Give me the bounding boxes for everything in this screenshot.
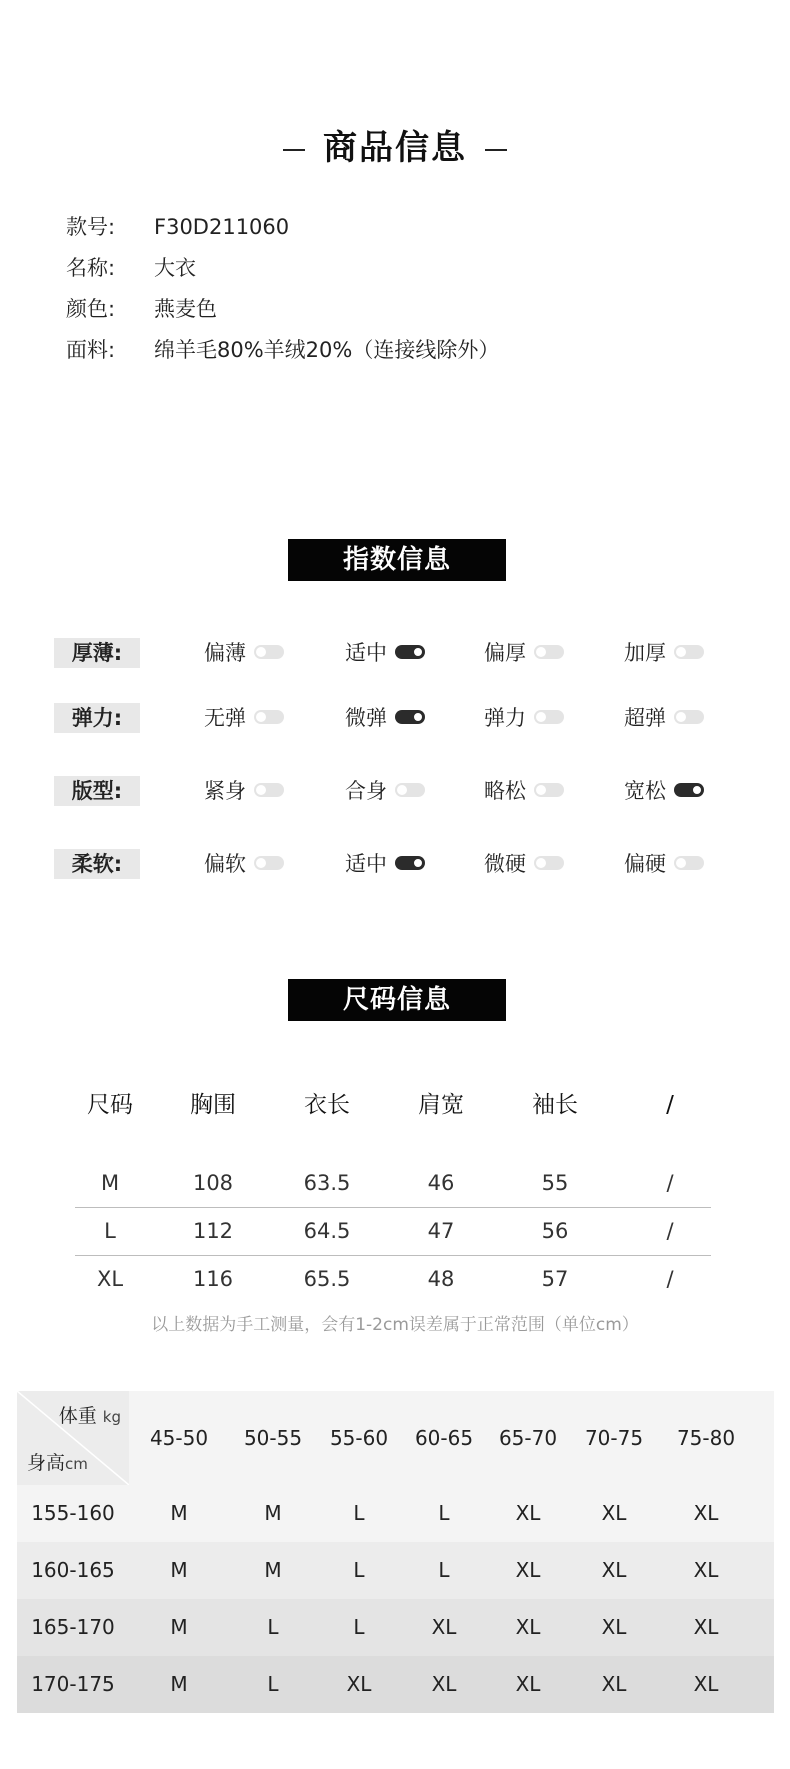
index-option-label: 适中 — [345, 641, 387, 665]
info-value: 燕麦色 — [154, 297, 217, 321]
toggle-knob — [536, 647, 546, 657]
toggle-knob — [536, 858, 546, 868]
index-info-banner: 指数信息 — [288, 539, 506, 581]
rec-size-cell: XL — [693, 1672, 719, 1696]
toggle-icon[interactable] — [395, 783, 425, 797]
toggle-knob — [536, 712, 546, 722]
index-option[interactable] — [204, 849, 284, 879]
rec-size-cell: M — [264, 1501, 282, 1525]
rec-size-cell: XL — [693, 1615, 719, 1639]
size-header-cell: 袖长 — [532, 1092, 578, 1118]
index-label: 弹力: — [54, 703, 140, 733]
info-label: 款号: — [66, 215, 116, 239]
toggle-knob — [256, 858, 266, 868]
rec-size-cell: M — [170, 1672, 188, 1696]
rec-weight-header: 75-80 — [676, 1426, 736, 1450]
size-cell: / — [666, 1171, 674, 1195]
index-option-label: 紧身 — [204, 779, 246, 803]
measurement-note: 以上数据为手工测量，会有1-2cm误差属于正常范围（单位cm） — [151, 1315, 639, 1335]
weight-header: 体重 kg — [58, 1405, 121, 1427]
rec-row — [17, 1656, 774, 1713]
size-cell: M — [100, 1171, 120, 1195]
index-option[interactable] — [624, 849, 704, 879]
size-header-row — [75, 1085, 711, 1125]
rec-size-cell: XL — [601, 1501, 627, 1525]
toggle-knob — [676, 858, 686, 868]
index-label: 版型: — [54, 776, 140, 806]
rec-size-cell: M — [170, 1615, 188, 1639]
size-cell: 108 — [192, 1171, 234, 1195]
info-row-style-number — [66, 212, 289, 242]
rec-size-cell: L — [267, 1615, 279, 1639]
toggle-knob — [692, 785, 702, 795]
index-option-label: 适中 — [345, 852, 387, 876]
info-row-fabric — [66, 335, 499, 365]
index-option-label: 宽松 — [624, 779, 666, 803]
rec-size-cell: XL — [515, 1615, 541, 1639]
index-option-label: 微弹 — [345, 706, 387, 730]
size-cell: / — [666, 1267, 674, 1291]
size-info-banner: 尺码信息 — [288, 979, 506, 1021]
index-option-label: 微硬 — [484, 852, 526, 876]
index-label: 柔软: — [54, 849, 140, 879]
size-recommendation-table — [17, 1391, 774, 1713]
index-option-label: 偏软 — [204, 852, 246, 876]
toggle-icon[interactable] — [534, 710, 564, 724]
index-option[interactable] — [484, 703, 564, 733]
size-cell: 116 — [192, 1267, 234, 1291]
product-info-title: 商品信息 — [0, 120, 790, 169]
index-option-label: 偏硬 — [624, 852, 666, 876]
rec-size-cell: M — [170, 1558, 188, 1582]
index-option[interactable] — [345, 849, 425, 879]
height-header: 身高cm — [27, 1452, 88, 1474]
title-dash-right — [485, 149, 507, 151]
size-cell: 48 — [427, 1267, 455, 1291]
rec-size-cell: XL — [431, 1672, 457, 1696]
toggle-icon[interactable] — [254, 710, 284, 724]
rec-size-cell: XL — [431, 1615, 457, 1639]
index-option-label: 无弹 — [204, 706, 246, 730]
rec-size-cell: XL — [601, 1672, 627, 1696]
toggle-knob — [256, 712, 266, 722]
size-cell: / — [666, 1219, 674, 1243]
toggle-icon[interactable] — [674, 710, 704, 724]
info-label: 名称: — [66, 256, 116, 280]
info-row-color — [66, 294, 217, 324]
info-row-name — [66, 253, 196, 283]
rec-size-cell: XL — [515, 1501, 541, 1525]
size-cell: 56 — [541, 1219, 569, 1243]
size-cell: XL — [96, 1267, 124, 1291]
index-option[interactable] — [204, 703, 284, 733]
index-option[interactable] — [484, 638, 564, 668]
rec-size-cell: XL — [515, 1672, 541, 1696]
index-option[interactable] — [624, 638, 704, 668]
size-cell: 65.5 — [303, 1267, 351, 1291]
size-cell: 46 — [427, 1171, 455, 1195]
title-dash-left — [283, 149, 305, 151]
rec-size-cell: L — [438, 1501, 450, 1525]
size-header-cell: 衣长 — [304, 1092, 350, 1118]
toggle-icon[interactable] — [674, 645, 704, 659]
toggle-knob — [256, 647, 266, 657]
toggle-icon[interactable] — [674, 783, 704, 797]
size-cell: L — [104, 1219, 116, 1243]
index-option[interactable] — [624, 776, 704, 806]
size-cell: 57 — [541, 1267, 569, 1291]
size-cell: 112 — [192, 1219, 234, 1243]
toggle-icon[interactable] — [254, 645, 284, 659]
toggle-knob — [676, 647, 686, 657]
rec-size-cell: XL — [601, 1615, 627, 1639]
size-row — [75, 1255, 711, 1303]
rec-weight-header: 65-70 — [498, 1426, 558, 1450]
size-header-cell: 肩宽 — [418, 1092, 464, 1118]
rec-weight-header: 45-50 — [149, 1426, 209, 1450]
rec-weight-header: 60-65 — [414, 1426, 474, 1450]
rec-size-cell: M — [264, 1558, 282, 1582]
size-header-cell: 尺码 — [87, 1092, 133, 1118]
index-option-label: 偏薄 — [204, 641, 246, 665]
toggle-icon[interactable] — [534, 783, 564, 797]
info-value: 大衣 — [154, 256, 196, 280]
size-row — [75, 1207, 711, 1255]
toggle-icon[interactable] — [534, 856, 564, 870]
rec-weight-header: 70-75 — [584, 1426, 644, 1450]
rec-row — [17, 1542, 774, 1599]
rec-row — [17, 1599, 774, 1656]
toggle-icon[interactable] — [395, 856, 425, 870]
index-option[interactable] — [204, 638, 284, 668]
rec-size-cell: XL — [693, 1501, 719, 1525]
rec-height-cell: 165-170 — [31, 1615, 115, 1639]
info-value: 绵羊毛80%羊绒20%（连接线除外） — [154, 338, 500, 362]
index-label: 厚薄: — [54, 638, 140, 668]
toggle-knob — [536, 785, 546, 795]
rec-height-cell: 170-175 — [31, 1672, 115, 1696]
index-option[interactable] — [484, 776, 564, 806]
size-header-cell: / — [666, 1092, 674, 1118]
info-label: 颜色: — [66, 297, 116, 321]
index-option[interactable] — [345, 638, 425, 668]
rec-weight-header: 55-60 — [329, 1426, 389, 1450]
info-value: F30D211060 — [154, 215, 290, 239]
size-cell: 64.5 — [303, 1219, 351, 1243]
rec-size-cell: L — [353, 1615, 365, 1639]
index-option-label: 弹力 — [484, 706, 526, 730]
toggle-icon[interactable] — [254, 856, 284, 870]
index-option-label: 略松 — [484, 779, 526, 803]
rec-size-cell: XL — [601, 1558, 627, 1582]
index-option[interactable] — [345, 776, 425, 806]
toggle-knob — [397, 785, 407, 795]
rec-weight-header: 50-55 — [243, 1426, 303, 1450]
rec-row — [17, 1485, 774, 1542]
rec-size-cell: XL — [515, 1558, 541, 1582]
rec-size-cell: XL — [346, 1672, 372, 1696]
size-cell: 63.5 — [303, 1171, 351, 1195]
rec-size-cell: L — [267, 1672, 279, 1696]
rec-height-cell: 155-160 — [31, 1501, 115, 1525]
toggle-knob — [413, 647, 423, 657]
toggle-icon[interactable] — [254, 783, 284, 797]
size-cell: 47 — [427, 1219, 455, 1243]
index-option[interactable] — [484, 849, 564, 879]
toggle-knob — [413, 858, 423, 868]
index-option[interactable] — [345, 703, 425, 733]
rec-height-cell: 160-165 — [31, 1558, 115, 1582]
rec-size-cell: XL — [693, 1558, 719, 1582]
toggle-knob — [256, 785, 266, 795]
index-option-label: 加厚 — [624, 641, 666, 665]
rec-size-cell: M — [170, 1501, 188, 1525]
rec-size-cell: L — [353, 1501, 365, 1525]
size-header-cell: 胸围 — [190, 1092, 236, 1118]
index-option-label: 偏厚 — [484, 641, 526, 665]
rec-corner-cell — [17, 1391, 129, 1485]
rec-size-cell: L — [438, 1558, 450, 1582]
toggle-icon[interactable] — [674, 856, 704, 870]
info-label: 面料: — [66, 338, 116, 362]
index-option-label: 超弹 — [624, 706, 666, 730]
toggle-icon[interactable] — [534, 645, 564, 659]
size-row — [75, 1159, 711, 1207]
toggle-icon[interactable] — [395, 710, 425, 724]
rec-size-cell: L — [353, 1558, 365, 1582]
toggle-icon[interactable] — [395, 645, 425, 659]
index-option[interactable] — [204, 776, 284, 806]
toggle-knob — [413, 712, 423, 722]
index-option-label: 合身 — [345, 779, 387, 803]
toggle-knob — [676, 712, 686, 722]
index-option[interactable] — [624, 703, 704, 733]
size-cell: 55 — [541, 1171, 569, 1195]
